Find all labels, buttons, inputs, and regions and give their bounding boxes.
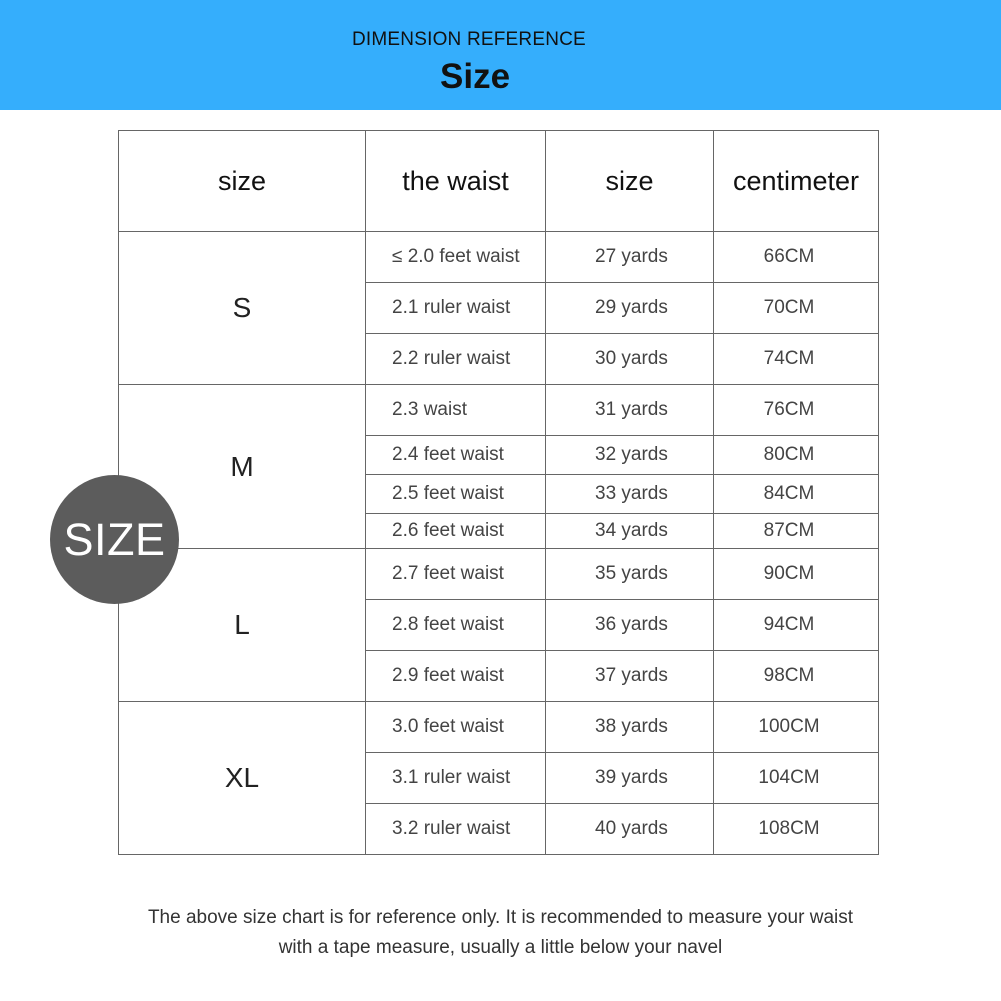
waist-cell: 2.5 feet waist xyxy=(366,475,546,514)
waist-cell: 2.9 feet waist xyxy=(366,651,546,702)
waist-cell: 2.2 ruler waist xyxy=(366,334,546,385)
column-header-size: size xyxy=(119,131,366,232)
yards-cell: 36 yards xyxy=(546,600,714,651)
cm-cell: 70CM xyxy=(714,283,879,334)
cm-cell: 76CM xyxy=(714,385,879,436)
cm-cell: 94CM xyxy=(714,600,879,651)
yards-cell: 34 yards xyxy=(546,514,714,549)
yards-cell: 29 yards xyxy=(546,283,714,334)
waist-cell: ≤ 2.0 feet waist xyxy=(366,232,546,283)
yards-cell: 35 yards xyxy=(546,549,714,600)
yards-cell: 37 yards xyxy=(546,651,714,702)
yards-cell: 30 yards xyxy=(546,334,714,385)
yards-cell: 38 yards xyxy=(546,702,714,753)
header-title: Size xyxy=(440,57,511,96)
yards-cell: 31 yards xyxy=(546,385,714,436)
waist-cell: 2.4 feet waist xyxy=(366,436,546,475)
table-row xyxy=(119,385,879,436)
size-label-m: M xyxy=(119,385,366,549)
cm-cell: 84CM xyxy=(714,475,879,514)
cm-cell: 100CM xyxy=(714,702,879,753)
table-row xyxy=(119,232,879,283)
table-row xyxy=(119,549,879,600)
column-header-yards: size xyxy=(546,131,714,232)
cm-cell: 80CM xyxy=(714,436,879,475)
yards-cell: 40 yards xyxy=(546,804,714,855)
waist-cell: 2.6 feet waist xyxy=(366,514,546,549)
waist-cell: 2.3 waist xyxy=(366,385,546,436)
column-header-waist: the waist xyxy=(366,131,546,232)
size-label-l: L xyxy=(119,549,366,702)
size-badge: SIZE xyxy=(50,475,179,604)
waist-cell: 2.1 ruler waist xyxy=(366,283,546,334)
footer-note-line-2: with a tape measure, usually a little below your navel xyxy=(278,937,723,958)
cm-cell: 98CM xyxy=(714,651,879,702)
yards-cell: 32 yards xyxy=(546,436,714,475)
waist-cell: 2.7 feet waist xyxy=(366,549,546,600)
size-label-xl: XL xyxy=(119,702,366,855)
yards-cell: 27 yards xyxy=(546,232,714,283)
waist-cell: 2.8 feet waist xyxy=(366,600,546,651)
footer-note-line-1: The above size chart is for reference only. It is recommended to measure your waist xyxy=(147,907,854,928)
yards-cell: 33 yards xyxy=(546,475,714,514)
header-banner xyxy=(0,0,1001,110)
waist-cell: 3.2 ruler waist xyxy=(366,804,546,855)
cm-cell: 74CM xyxy=(714,334,879,385)
yards-cell: 39 yards xyxy=(546,753,714,804)
footer-note xyxy=(40,903,961,963)
table-row xyxy=(119,702,879,753)
waist-cell: 3.1 ruler waist xyxy=(366,753,546,804)
cm-cell: 87CM xyxy=(714,514,879,549)
cm-cell: 90CM xyxy=(714,549,879,600)
header-subtitle: DIMENSION REFERENCE xyxy=(352,29,586,50)
size-label-s: S xyxy=(119,232,366,385)
cm-cell: 108CM xyxy=(714,804,879,855)
column-header-centimeter: centimeter xyxy=(714,131,879,232)
waist-cell: 3.0 feet waist xyxy=(366,702,546,753)
table-header-row xyxy=(119,131,879,232)
cm-cell: 66CM xyxy=(714,232,879,283)
size-chart-table xyxy=(118,130,879,855)
cm-cell: 104CM xyxy=(714,753,879,804)
